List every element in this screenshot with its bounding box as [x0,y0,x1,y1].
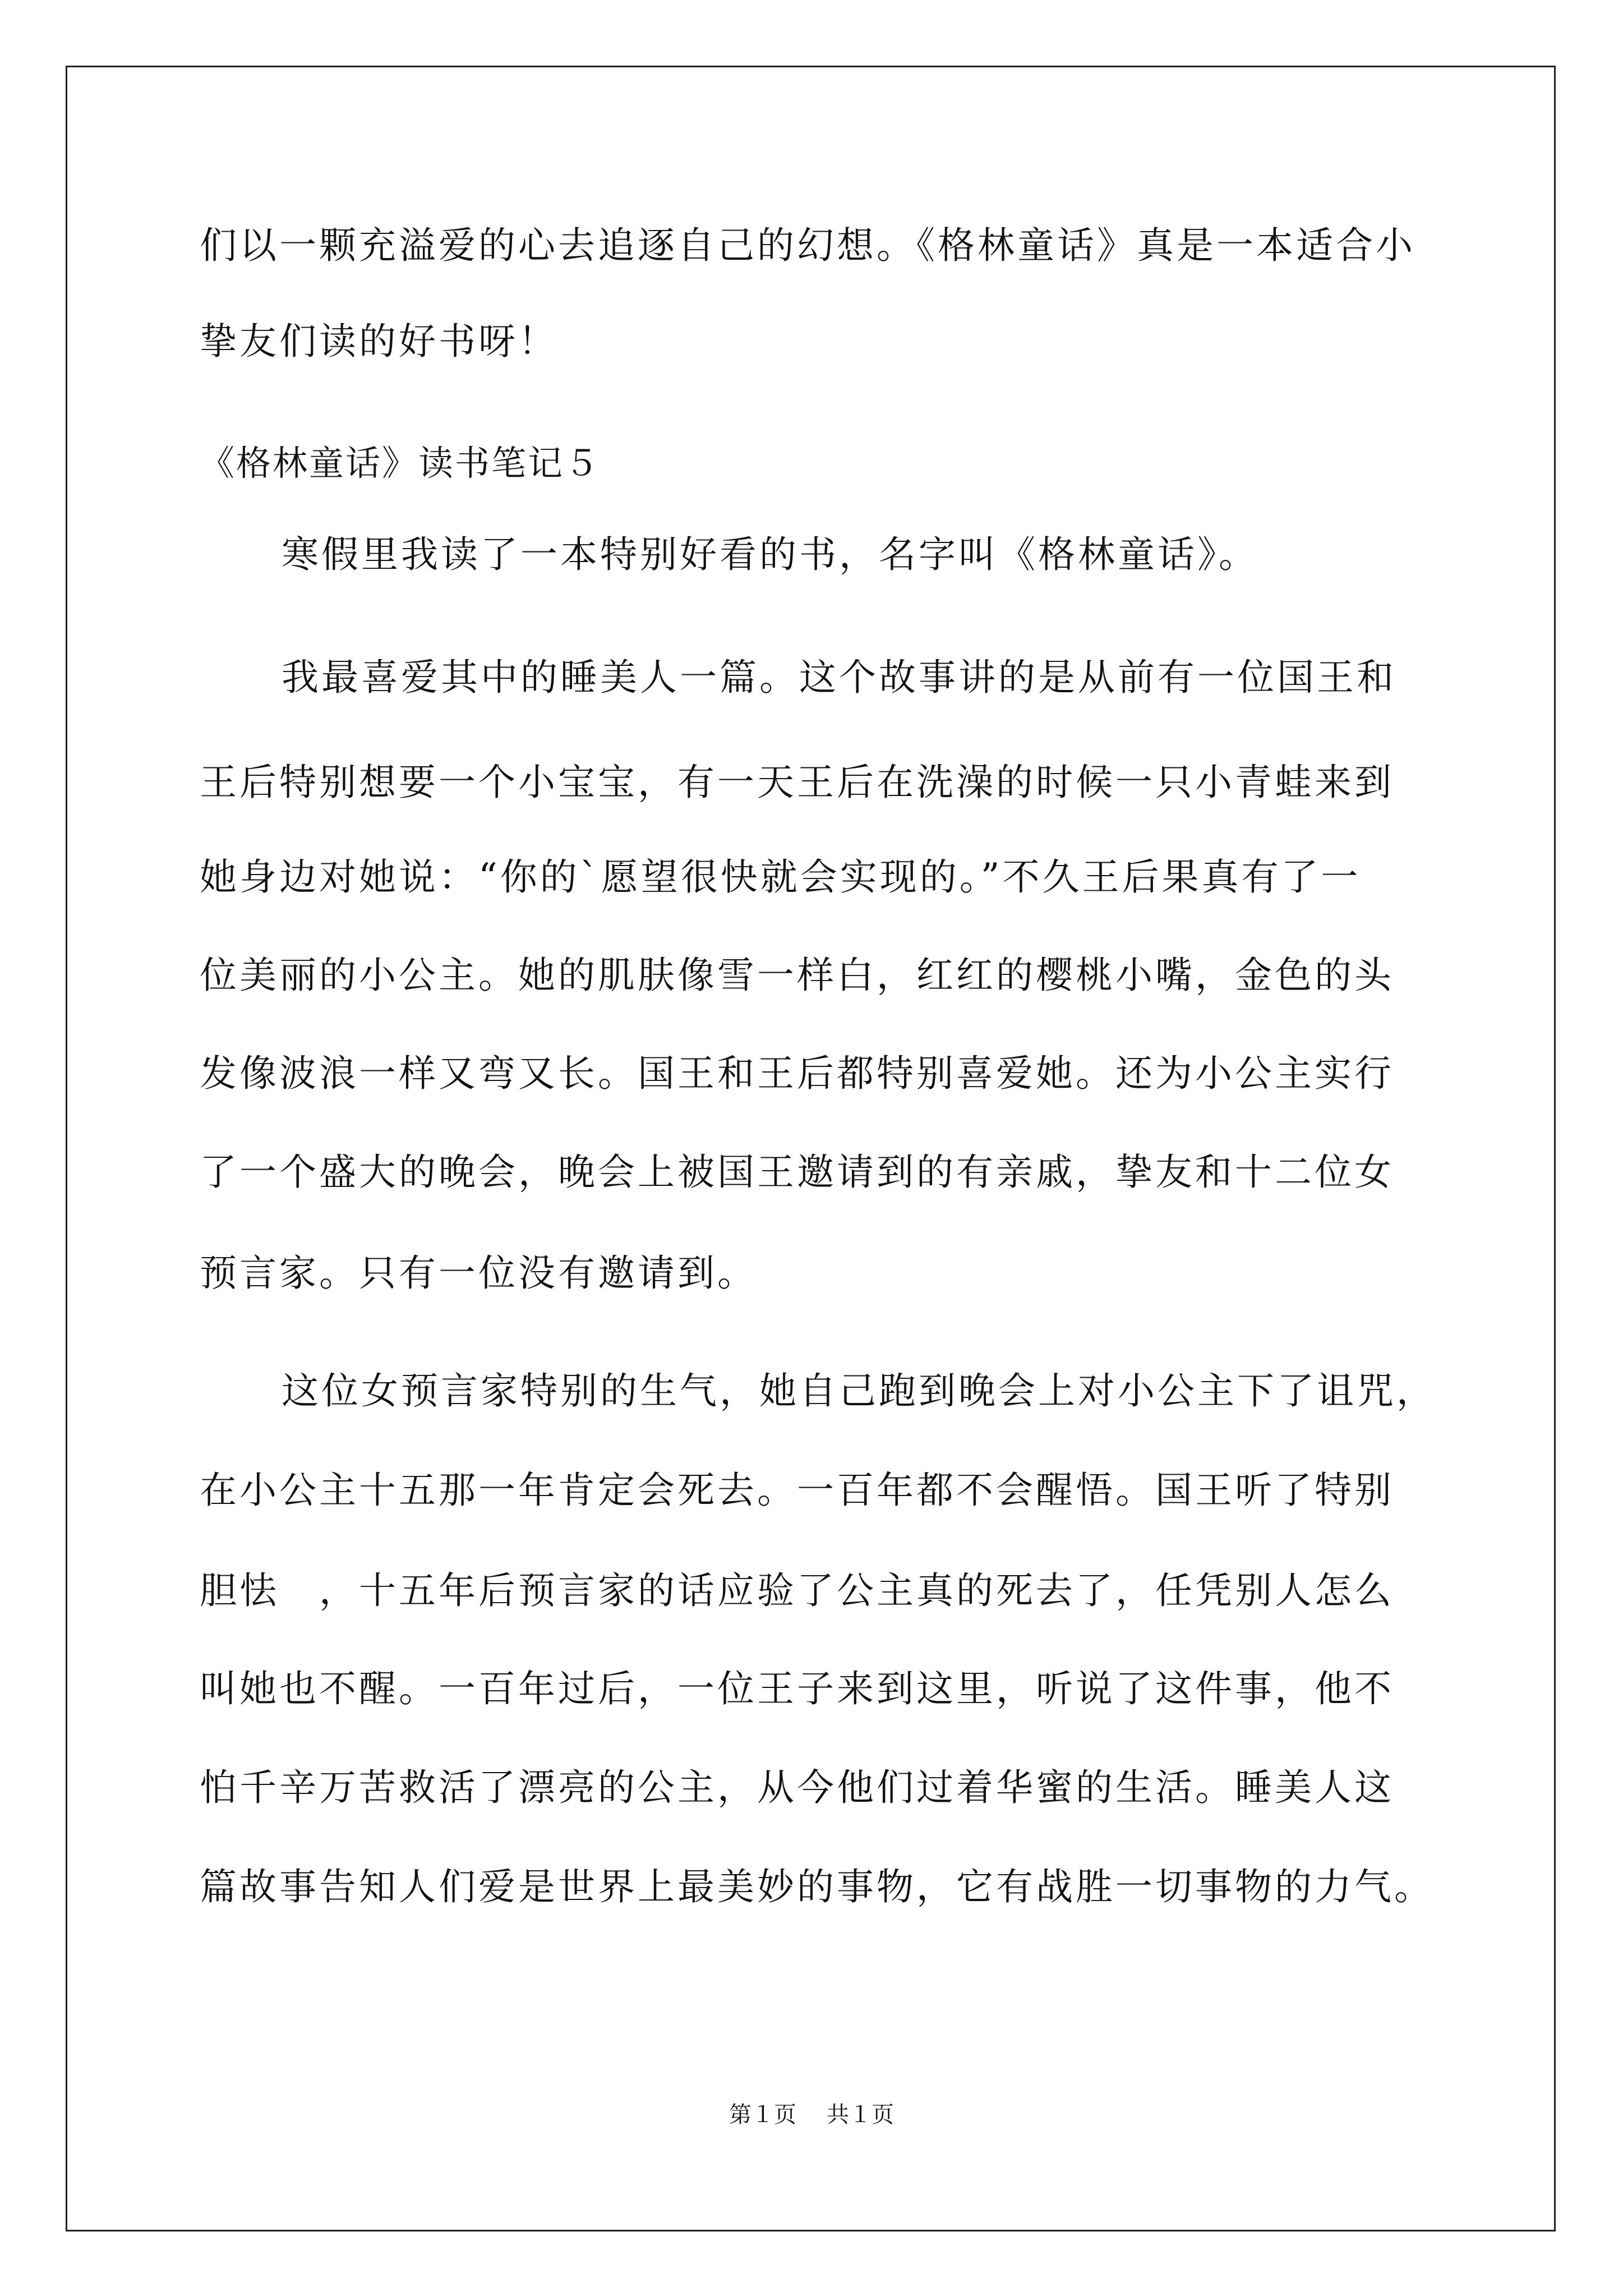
paragraph-line: 位美丽的小公主。她的肌肤像雪一样白，红红的樱桃小嘴，金色的头 [200,954,1394,997]
paragraph-line: 寒假里我读了一本特别好看的书，名字叫《格林童话》。 [282,533,1258,576]
paragraph-line: 挚友们读的好书呀！ [200,320,558,363]
paragraph-line: 在小公主十五那一年肯定会死去。一百年都不会醒悟。国王听了特别 [200,1469,1394,1512]
paragraph-line: 胆怯 ，十五年后预言家的话应验了公主真的死去了，任凭别人怎么 [200,1569,1394,1612]
section-heading: 《格林童话》读书笔记５ [200,443,601,484]
paragraph-line: 们以一颗充溢爱的心去追逐自己的幻想。《格林童话》真是一本适合小 [200,224,1415,267]
paragraph-line: 发像波浪一样又弯又长。国王和王后都特别喜爱她。还为小公主实行 [200,1052,1394,1095]
paragraph-line: 王后特别想要一个小宝宝，有一天王后在洗澡的时候一只小青蛙来到 [200,761,1394,804]
paragraph-line: 叫她也不醒。一百年过后，一位王子来到这里，听说了这件事，他不 [200,1667,1394,1710]
page-total: 共１页 [827,2102,894,2128]
page-footer [0,2099,1623,2131]
paragraph-line: 了一个盛大的晚会，晚会上被国王邀请到的有亲戚，挚友和十二位女 [200,1151,1394,1194]
paragraph-line: 她身边对她说：“你的`愿望很快就会实现的。”不久王后果真有了一 [200,855,1361,899]
paragraph-line: 怕千辛万苦救活了漂亮的公主，从今他们过着华蜜的生活。睡美人这 [200,1766,1394,1809]
paragraph-line: 这位女预言家特别的生气，她自己跑到晚会上对小公主下了诅咒， [282,1369,1436,1412]
paragraph-line: 预言家。只有一位没有邀请到。 [200,1251,757,1295]
paragraph-line: 篇故事告知人们爱是世界上最美妙的事物，它有战胜一切事物的力气。 [200,1865,1434,1908]
page-number: 第１页 [729,2102,796,2128]
paragraph-line: 我最喜爱其中的睡美人一篇。这个故事讲的是从前有一位国王和 [282,656,1396,699]
